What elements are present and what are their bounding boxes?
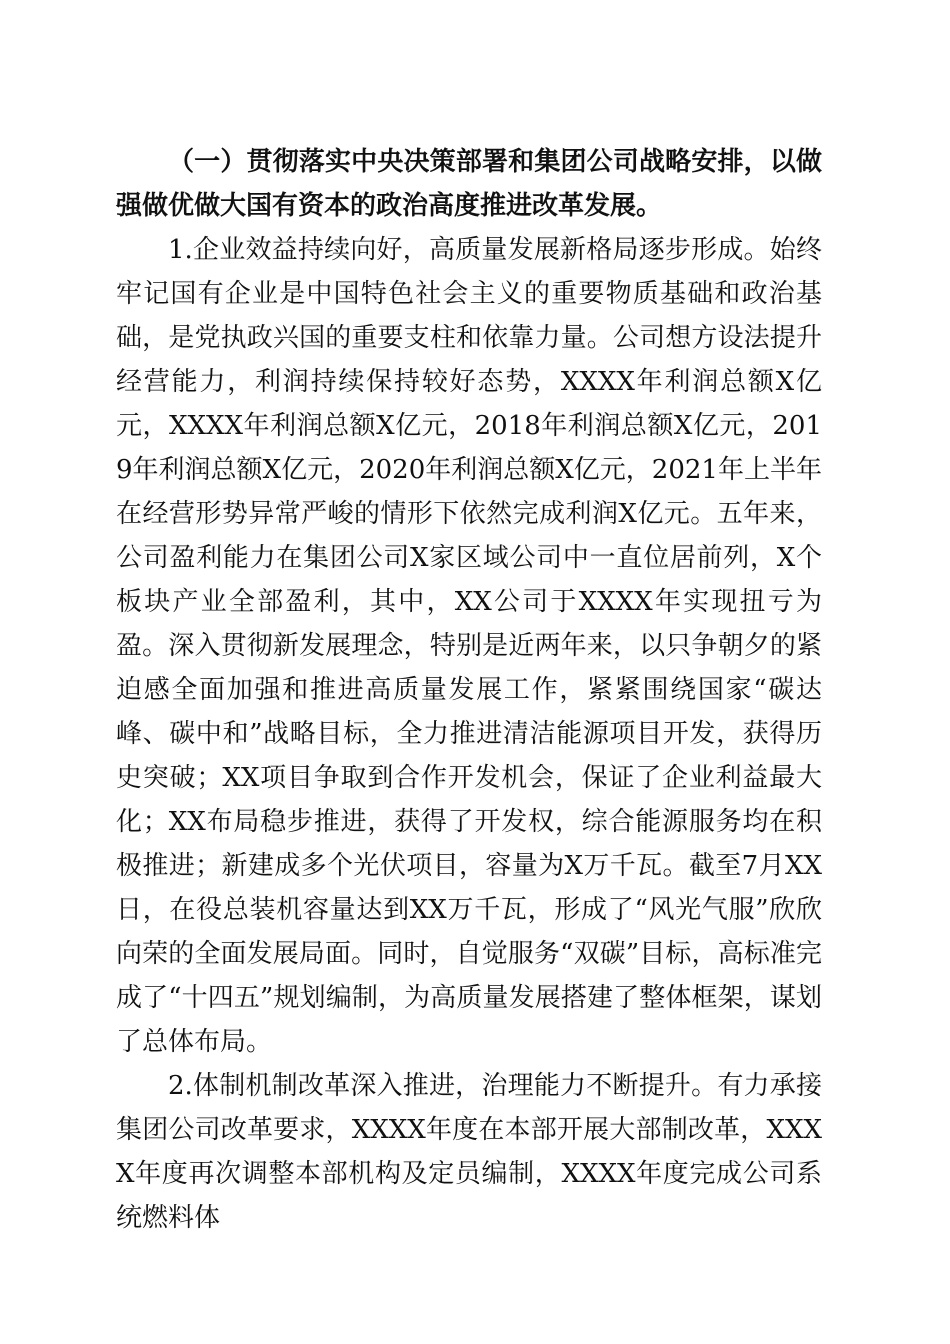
paragraph-1: 1.企业效益持续向好，高质量发展新格局逐步形成。始终牢记国有企业是中国特色社会主义的重要物质基础和政治基础，是党执政兴国的重要支柱和依靠力量。公司想方设法提升经营能力，利润持续保持较好态势，XXXX年利润总额X亿元，XXXX年利润总额X亿元，2018年利润总额X亿元，2019年利润总额X亿元，2020年利润总额X亿元，2021年上半年在经营形势异常严峻的情形下依然完成利润X亿元。五年来，公司盈利能力在集团公司X家区域公司中一直位居前列，X个板块产业全部盈利，其中，XX公司于XXXX年实现扭亏为盈。深入贯彻新发展理念，特别是近两年来，以只争朝夕的紧迫感全面加强和推进高质量发展工作，紧紧围绕国家“碳达峰、碳中和”战略目标，全力推进清洁能源项目开发，获得历史突破；XX项目争取到合作开发机会，保证了企业利益最大化；XX布局稳步推进，获得了开发权，综合能源服务均在积极推进；新建成多个光伏项目，容量为X万千瓦。截至7月XX日，在役总装机容量达到XX万千瓦，形成了“风光气服”欣欣向荣的全面发展局面。同时，自觉服务“双碳”目标，高标准完成了“十四五”规划编制，为高质量发展搭建了整体框架，谋划了总体布局。 <box>116 235 822 1057</box>
section-heading: （一）贯彻落实中央决策部署和集团公司战略安排，以做强做优做大国有资本的政治高度推进改革发展。 <box>116 147 822 221</box>
document-body <box>116 140 822 1240</box>
paragraph-2: 2.体制机制改革深入推进，治理能力不断提升。有力承接集团公司改革要求，XXXX年度在本部开展大部制改革，XXXX年度再次调整本部机构及定员编制，XXXX年度完成公司系统燃料体 <box>116 1071 822 1233</box>
